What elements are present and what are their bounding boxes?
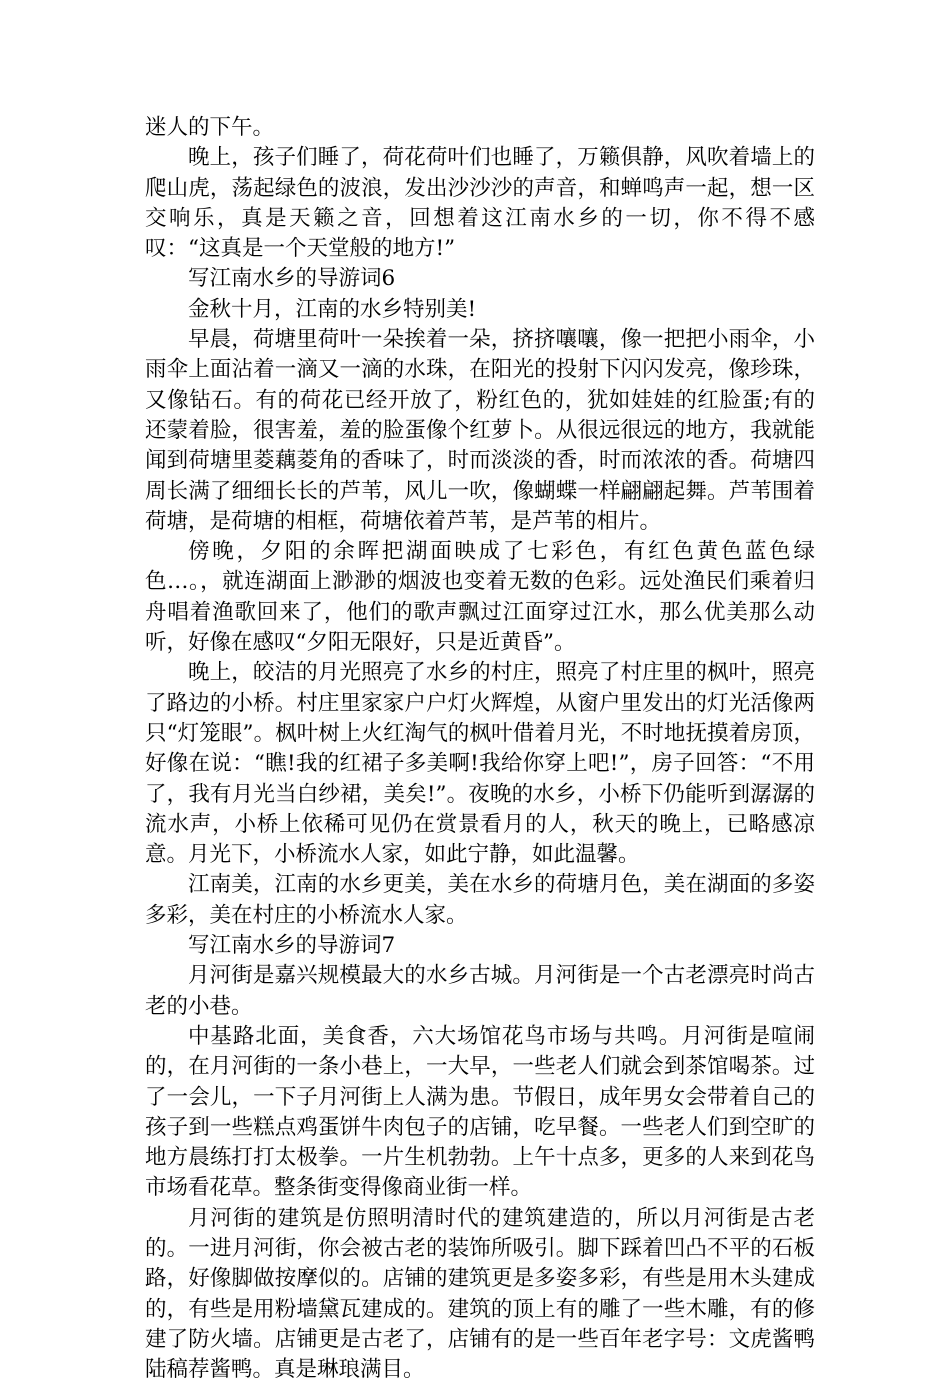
paragraph-autumn-intro: 金秋十月，江南的水乡特别美!: [188, 296, 477, 322]
section-heading-7: 写江南水乡的导游词7: [188, 933, 396, 959]
paragraph-morning: 早晨，荷塘里荷叶一朵挨着一朵，挤挤嚷嚷，像一把把小雨伞，小雨伞上面沾着一滴又一滴的水珠，在阳光的投射下闪闪发亮，像珍珠，又像钻石。有的荷花已经开放了，粉红色的，犹如娃娃的红脸蛋;有的还蒙着脸，很害羞，羞的脸蛋像个红萝卜。从很远很远的地方，我就能闻到荷塘里菱藕菱角的香味了，时而淡淡的香，时而浓浓的香。荷塘四周长满了细细长长的芦苇，风儿一吹，像蝴蝶一样翩翩起舞。芦苇围着荷塘，是荷塘的相框，荷塘依着芦苇，是芦苇的相片。: [145, 327, 815, 534]
paragraph-yuehe-life: 中基路北面，美食香，六大场馆花鸟市场与共鸣。月河街是喧闹的，在月河街的一条小巷上，一大早，一些老人们就会到茶馆喝茶。过了一会儿，一下子月河街上人满为患。节假日，成年男女会带着自己的孩子到一些糕点鸡蛋饼牛肉包子的店铺，吃早餐。一些老人们到空旷的地方晨练打打太极拳。一片生机勃勃。上午十点多，更多的人来到花鸟市场看花草。整条街变得像商业街一样。: [145, 1023, 815, 1201]
paragraph-night: 晚上，皎洁的月光照亮了水乡的村庄，照亮了村庄里的枫叶，照亮了路边的小桥。村庄里家家户户灯火辉煌，从窗户里发出的灯光活像两只“灯笼眼”。枫叶树上火红淘气的枫叶借着月光，不时地抚摸着房顶，好像在说：“瞧!我的红裙子多美啊!我给你穿上吧!”，房子回答：“不用了，我有月光当白纱裙，美矣!”。夜晚的水乡，小桥下仍能听到潺潺的流水声，小桥上依稀可见仍在赏景看月的人，秋天的晚上，已略感凉意。月光下，小桥流水人家，如此宁静，如此温馨。: [145, 660, 815, 868]
paragraph-dusk: 傍晚，夕阳的余晖把湖面映成了七彩色，有红色黄色蓝色绿色…。，就连湖面上渺渺的烟波也变着无数的色彩。远处渔民们乘着归舟唱着渔歌回来了，他们的歌声飘过江面穿过江水，那么优美那么动听，好像在感叹“夕阳无限好，只是近黄昏”。: [145, 539, 815, 656]
document-body: [145, 113, 815, 1385]
paragraph-yuehe-intro: 月河街是嘉兴规模最大的水乡古城。月河街是一个古老漂亮时尚古老的小巷。: [145, 963, 815, 1019]
paragraph-continuation: 迷人的下午。: [145, 115, 275, 140]
section-heading-6: 写江南水乡的导游词6: [188, 266, 396, 292]
paragraph-evening-ending: 晚上，孩子们睡了，荷花荷叶们也睡了，万籁俱静，风吹着墙上的爬山虎，荡起绿色的波浪，发出沙沙沙的声音，和蝉鸣声一起，想一区交响乐，真是天籁之音，回想着这江南水乡的一切，你不得不感叹：“这真是一个天堂般的地方!”: [145, 145, 815, 262]
paragraph-yuehe-architecture: 月河街的建筑是仿照明清时代的建筑建造的，所以月河街是古老的。一进月河街，你会被古老的装饰所吸引。脚下踩着凹凸不平的石板路，好像脚做按摩似的。店铺的建筑更是多姿多彩，有些是用木头建成的，有些是用粉墙黛瓦建成的。建筑的顶上有的雕了一些木雕，有的修建了防火墙。店铺更是古老了，店铺有的是一些百年老字号：文虎酱鸭陆稿荐酱鸭。真是琳琅满目。: [145, 1205, 815, 1383]
paragraph-conclusion: 江南美，江南的水乡更美，美在水乡的荷塘月色，美在湖面的多姿多彩，美在村庄的小桥流水人家。: [145, 872, 815, 928]
